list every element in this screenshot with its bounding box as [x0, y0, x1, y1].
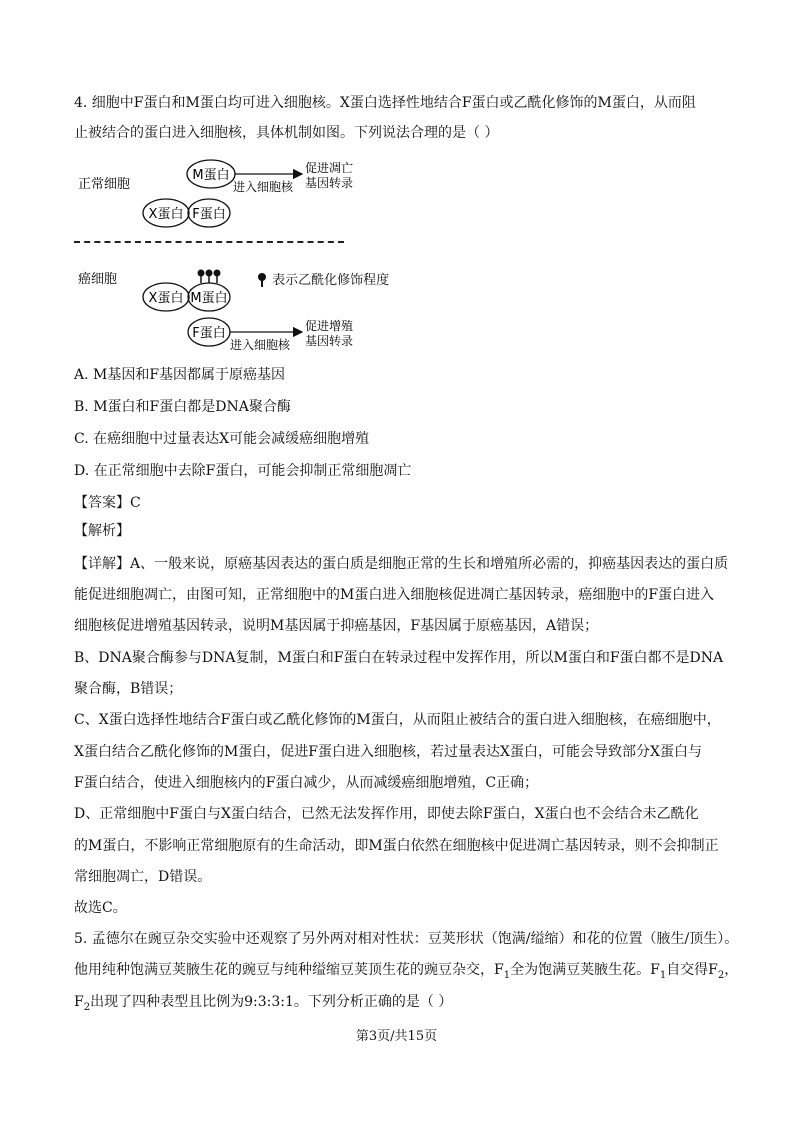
option-c: C. 在癌细胞中过量表达X可能会减缓癌细胞增殖: [74, 431, 370, 447]
acetylation-legend: [258, 269, 389, 288]
detail-line: 细胞核促进增殖基因转录，说明M基因属于抑癌基因，F基因属于原癌基因，A错误；: [74, 618, 599, 634]
mechanism-diagram: [70, 150, 410, 360]
x-protein-cancer: [143, 283, 189, 311]
proliferation-label-1: 促进增殖: [305, 319, 354, 333]
svg-text:F蛋白: F蛋白: [192, 207, 226, 222]
question-4-line-2: 止被结合的蛋白进入细胞核，具体机制如图。下列说法合理的是（ ）: [74, 125, 499, 141]
svg-text:M蛋白: M蛋白: [190, 291, 228, 306]
analysis-label: 【解析】: [74, 523, 130, 539]
detail-line: 能促进细胞凋亡，由图可知，正常细胞中的M蛋白进入细胞核促进凋亡基因转录，癌细胞中的F蛋白进入: [74, 587, 715, 603]
enter-nucleus-cancer: 进入细胞核: [230, 338, 291, 352]
detail-line: C、X蛋白选择性地结合F蛋白或乙酰化修饰的M蛋白，从而阻止被结合的蛋白进入细胞核，在癌细胞中，: [74, 712, 721, 728]
apoptosis-label-2: 基因转录: [305, 176, 354, 190]
detail-line: 的M蛋白，不影响正常细胞原有的生命活动，即M蛋白依然在细胞核中促进凋亡基因转录，则不会抑制正: [74, 838, 719, 854]
cancer-cell-label: 癌细胞: [78, 272, 118, 287]
svg-text:M蛋白: M蛋白: [192, 168, 230, 183]
detail-line: 【详解】A、一般来说，原癌基因表达的蛋白质是细胞正常的生长和增殖所必需的，抑癌基因表达的蛋白质: [74, 556, 729, 572]
f-protein-normal: [188, 199, 230, 227]
option-b: B. M蛋白和F蛋白都是DNA聚合酶: [74, 399, 291, 415]
question-5-line-1: 5. 孟德尔在豌豆杂交实验中还观察了另外两对相对性状：豆荚形状（饱满/缢缩）和花的位置（腋生/顶生）。: [74, 931, 739, 947]
proliferation-label-2: 基因转录: [305, 334, 354, 348]
detail-line: F蛋白结合，使进入细胞核内的F蛋白减少，从而减缓癌细胞增殖，C正确；: [74, 775, 539, 791]
f-protein-cancer: [188, 318, 230, 346]
option-d: D. 在正常细胞中去除F蛋白，可能会抑制正常细胞凋亡: [74, 463, 412, 479]
m-protein-cancer: [188, 283, 230, 311]
svg-text:X蛋白: X蛋白: [148, 291, 184, 306]
detail-line: B、DNA聚合酶参与DNA复制，M蛋白和F蛋白在转录过程中发挥作用，所以M蛋白和F蛋白都不是DNA: [74, 650, 724, 666]
question-5-line-2: 他用纯种饱满豆荚腋生花的豌豆与纯种缢缩豆荚顶生花的豌豆杂交，$F_1$全为饱满豆荚腋生花。$F_1$自交得$F_2$，: [74, 962, 739, 981]
apoptosis-label-1: 促进凋亡: [305, 161, 354, 175]
detail-line: X蛋白结合乙酰化修饰的M蛋白，促进F蛋白进入细胞核，若过量表达X蛋白，可能会导致部分X蛋白与: [74, 744, 702, 760]
option-a: A. M基因和F基因都属于原癌基因: [74, 367, 286, 383]
detail-line: 常细胞凋亡，D错误。: [74, 869, 212, 885]
pin-icon: [258, 273, 266, 281]
dashed-divider: [74, 241, 344, 243]
legend-text: 表示乙酰化修饰程度: [272, 273, 390, 288]
enter-nucleus-normal: 进入细胞核: [233, 180, 294, 194]
answer: 【答案】C: [74, 495, 141, 511]
acetylation-pins: [198, 270, 220, 283]
detail-line: 聚合酶，B错误；: [74, 681, 183, 697]
detail-line: 故选C。: [74, 900, 127, 916]
svg-text:X蛋白: X蛋白: [148, 207, 184, 222]
svg-text:F蛋白: F蛋白: [192, 326, 226, 341]
question-5-line-3: $F_2$出现了四种表型且比例为9:3:3:1。下列分析正确的是（ ）: [74, 994, 453, 1013]
page-footer: 第3页/共15页: [355, 1029, 438, 1044]
detail-line: D、正常细胞中F蛋白与X蛋白结合，已然无法发挥作用，即使去除F蛋白，X蛋白也不会结合未乙酰化: [74, 806, 699, 822]
m-protein-normal: [187, 160, 235, 188]
x-protein-normal: [143, 199, 189, 227]
question-4-line-1: 4. 细胞中F蛋白和M蛋白均可进入细胞核。X蛋白选择性地结合F蛋白或乙酰化修饰的M蛋白，从而阻: [74, 95, 696, 111]
normal-cell-label: 正常细胞: [78, 177, 131, 192]
